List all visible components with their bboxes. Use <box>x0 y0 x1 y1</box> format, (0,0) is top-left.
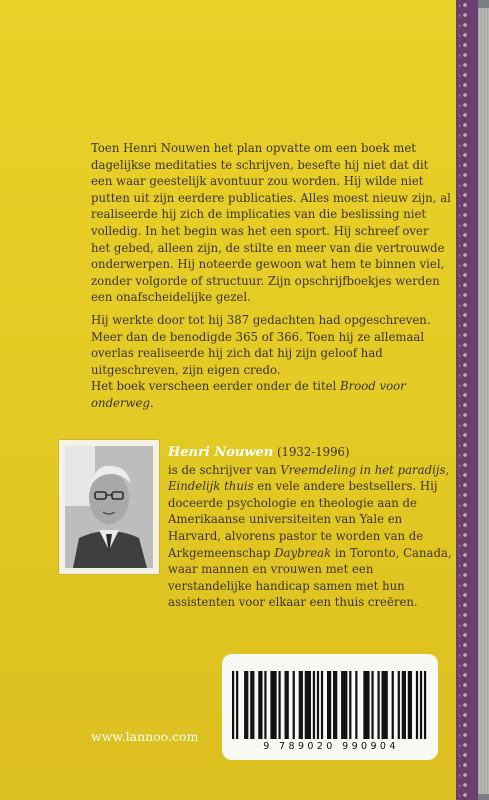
barcode-bar <box>343 671 345 739</box>
barcode-bar <box>232 671 234 739</box>
barcode-bar <box>285 671 287 739</box>
barcode-bar <box>398 671 400 739</box>
barcode-bar <box>299 671 301 739</box>
barcode-bar <box>252 671 254 739</box>
barcode-bar <box>392 671 394 739</box>
barcode-bar <box>293 671 295 739</box>
barcode-bar <box>349 671 351 739</box>
barcode-bar <box>384 671 386 739</box>
barcode-bar <box>313 671 315 739</box>
author-photo-frame <box>59 440 159 574</box>
barcode-bar <box>274 671 276 739</box>
barcode-bar <box>341 671 343 739</box>
barcode-bar <box>250 671 252 739</box>
barcode-bar <box>272 671 274 739</box>
barcode-bar <box>363 671 365 739</box>
earlier-title-prefix: Het boek verscheen eerder onder de titel <box>91 379 341 394</box>
author-portrait-image <box>65 446 153 568</box>
barcode-bar <box>365 671 367 739</box>
author-community: Daybreak <box>274 545 332 560</box>
barcode-bar <box>371 671 373 739</box>
barcode-bar <box>244 671 246 739</box>
author-book-1: Vreemdeling in het paradijs <box>280 462 446 477</box>
barcode-bar <box>335 671 337 739</box>
barcode-bar <box>327 671 329 739</box>
barcode-bar <box>270 671 272 739</box>
barcode-bar <box>377 671 379 739</box>
author-years: (1932-1996) <box>273 445 350 459</box>
barcode-bar <box>333 671 335 739</box>
barcode-bar <box>236 671 238 739</box>
description-paragraph-3 <box>91 378 451 411</box>
description-paragraph-1: Toen Henri Nouwen het plan opvatte om een boek met dagelijkse meditaties te schrijven, besefte hij niet dat dit een waar geestelijk avontuur zou worden. Hij wilde niet putten uit zijn eerdere publicaties. Alles moest nieuw zijn, al realiseerde hij zich de implicaties van die beslissing niet volledig. In het begin was het een sport. Hij schreef over het gebed, alleen zijn, de stilte en meer van die vertrouwde onderwerpen. Hij noteerde gewoon wat hem te binnen viel, zonder volgorde of structuur. Zijn opschrijfboekjes werden een onafscheidelijke gezel. <box>91 141 451 305</box>
barcode-bar <box>278 671 280 739</box>
description-paragraph-2: Hij werkte door tot hij 387 gedachten had opgeschreven. Meer dan de benodigde 365 of 366. Toen hij ze allemaal overlas realiseerde hij zich dat hij zijn geloof had uitgeschreven, zijn eigen credo. <box>91 313 431 377</box>
barcode-bar <box>307 671 309 739</box>
publisher-website[interactable]: www.lannoo.com <box>91 729 199 744</box>
barcode-digits: 9 789020 990904 <box>263 741 399 752</box>
barcode-bar <box>264 671 266 739</box>
barcode-bar <box>246 671 248 739</box>
barcode-bar <box>410 671 412 739</box>
author-bio-text-3: in Toronto, Canada, waar mannen en vrouwen met een verstandelijke handicap samen met hun assistenten voor elkaar een thuis creëren. <box>168 545 452 610</box>
barcode-bar <box>420 671 422 739</box>
author-bio-text-2: en vele andere bestsellers. Hij doceerde psychologie en theologie aan de Amerikaanse universiteiten van Yale en Harvard, alvorens pastor te worden van de Arkgemeenschap <box>168 479 438 560</box>
author-photo <box>65 446 153 568</box>
barcode-bar <box>345 671 347 739</box>
description-block-2 <box>91 312 451 412</box>
barcode-bar <box>309 671 311 739</box>
spine-pattern <box>459 0 471 800</box>
barcode-bar <box>382 671 384 739</box>
barcode-bar <box>367 671 369 739</box>
barcode-bar <box>305 671 307 739</box>
author-name: Henri Nouwen <box>168 445 274 460</box>
author-bio <box>168 444 458 611</box>
barcode-bar <box>287 671 289 739</box>
author-bio-text-1: is de schrijver van <box>168 462 281 477</box>
barcode-bar <box>321 671 323 739</box>
barcode-bar <box>317 671 319 739</box>
barcode-bar <box>329 671 331 739</box>
barcode-bar <box>402 671 404 739</box>
earlier-title-suffix: . <box>149 395 154 410</box>
barcode-bar <box>424 671 426 739</box>
barcode-bar <box>301 671 303 739</box>
author-book-2: Eindelijk thuis <box>168 479 254 494</box>
barcode-bar <box>258 671 260 739</box>
barcode-bar <box>408 671 410 739</box>
author-bio-sep-1: , <box>445 462 450 477</box>
barcode-bar <box>386 671 388 739</box>
earlier-title: Brood voor onderweg <box>91 379 406 410</box>
barcode-bar <box>416 671 418 739</box>
barcode-bars <box>232 671 428 739</box>
barcode-bar <box>404 671 406 739</box>
barcode-bar <box>260 671 262 739</box>
barcode-bar <box>355 671 357 739</box>
barcode-panel <box>222 654 438 760</box>
